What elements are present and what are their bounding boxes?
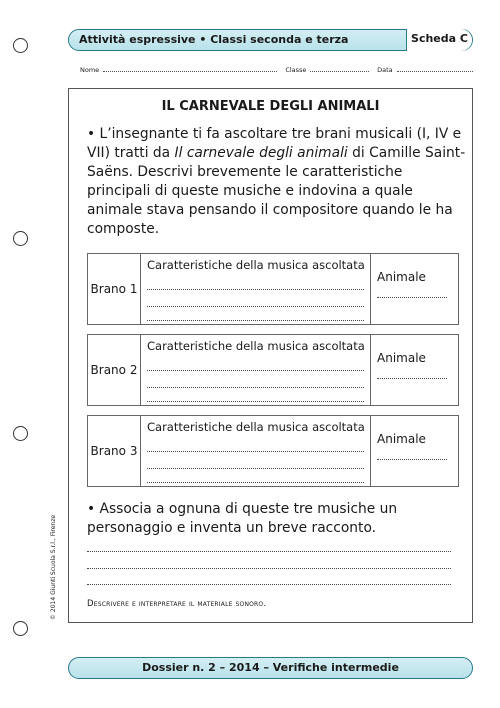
footer-bar: Dossier n. 2 – 2014 – Verifiche intermedie (68, 657, 473, 679)
piece-animal (371, 416, 460, 486)
piece-label: Brano 3 (88, 416, 141, 486)
description-label: Caratteristiche della musica ascoltata (147, 339, 365, 353)
binder-hole (13, 38, 28, 53)
sheet-label: Scheda C (406, 29, 472, 51)
animal-label: Animale (377, 351, 426, 365)
learning-objective: Descrivere e interpretare il materiale sonoro. (87, 599, 267, 609)
answer-line[interactable] (147, 452, 364, 469)
animal-answer-line[interactable] (377, 365, 447, 379)
piece-animal (371, 335, 460, 405)
work-title: Il carnevale degli animali (174, 145, 348, 161)
student-fields (80, 66, 473, 74)
description-label: Caratteristiche della musica ascoltata (147, 258, 365, 272)
animal-answer-line[interactable] (377, 284, 447, 298)
class-label: Classe (285, 66, 307, 74)
story-line[interactable] (87, 551, 451, 552)
answer-line[interactable] (147, 354, 364, 371)
piece-box (87, 334, 459, 406)
worksheet-box (68, 88, 473, 623)
piece-label: Brano 1 (88, 254, 141, 324)
piece-box (87, 253, 459, 325)
animal-label: Animale (377, 432, 426, 446)
piece-description (141, 254, 371, 324)
animal-label: Animale (377, 270, 426, 284)
answer-line[interactable] (147, 469, 364, 483)
copyright-note: © 2014 Giunti Scuola S.r.l., Firenze (50, 514, 57, 620)
instruction-1: • L’insegnante ti fa ascoltare tre brani musicali (I, IV e VII) tratti da Il carnevale degli animali di Camille Saint-Saëns. Descrivi brevemente le caratteristiche principali di queste musiche e indovina a quale animale stava pensando il compositore quando le ha composte. (87, 126, 466, 237)
piece-label: Brano 2 (88, 335, 141, 405)
header-bar (68, 29, 473, 51)
answer-line[interactable] (147, 307, 364, 321)
animal-answer-line[interactable] (377, 446, 447, 460)
story-line[interactable] (87, 568, 451, 569)
subject-label: Attività espressive • Classi seconda e terza (79, 33, 349, 46)
binder-hole (13, 621, 28, 636)
answer-line[interactable] (147, 290, 364, 307)
answer-line[interactable] (147, 435, 364, 452)
name-field[interactable] (103, 66, 277, 72)
piece-description (141, 416, 371, 486)
instruction-2: • Associa a ognuna di queste tre musiche un personaggio e inventa un breve racconto. (87, 501, 398, 536)
piece-description (141, 335, 371, 405)
binder-hole (13, 426, 28, 441)
answer-line[interactable] (147, 273, 364, 290)
piece-box (87, 415, 459, 487)
piece-animal (371, 254, 460, 324)
page-title: IL CARNEVALE DEGLI ANIMALI (161, 99, 380, 114)
date-label: Data (377, 66, 393, 74)
story-line[interactable] (87, 584, 451, 585)
answer-line[interactable] (147, 371, 364, 388)
description-label: Caratteristiche della musica ascoltata (147, 420, 365, 434)
name-label: Nome (80, 66, 100, 74)
class-field[interactable] (310, 66, 369, 72)
date-field[interactable] (397, 66, 473, 72)
answer-line[interactable] (147, 388, 364, 402)
binder-hole (13, 231, 28, 246)
